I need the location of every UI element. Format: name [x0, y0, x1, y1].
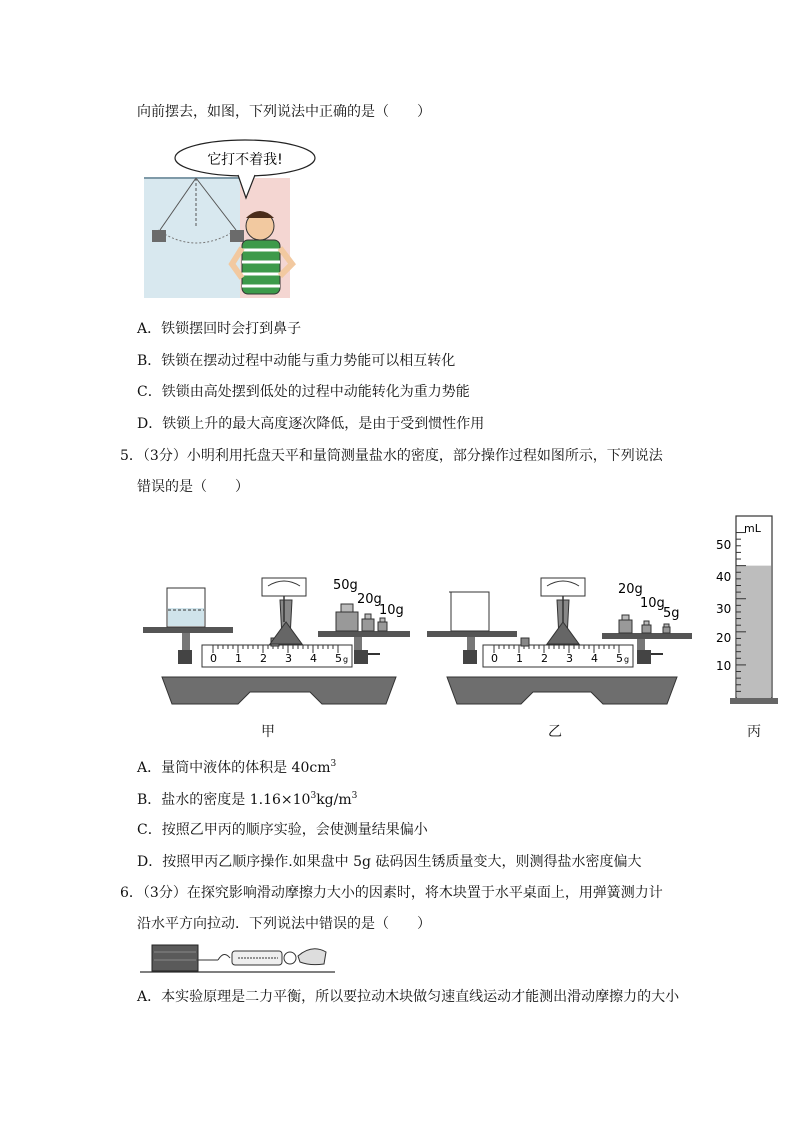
friction-figure	[140, 940, 340, 978]
q5-option-a-sup: 3	[330, 759, 337, 769]
jia-scale-4: 4	[310, 652, 317, 665]
q5-option-b-sup2: 3	[351, 791, 358, 801]
cylinder-unit: mL	[744, 522, 761, 535]
cylinder-tick-10: 10	[716, 659, 732, 673]
jia-weight-20g: 20g	[357, 592, 382, 607]
cylinder-bing-figure	[712, 512, 782, 708]
yi-weight-5g: 5g	[663, 606, 680, 621]
q5-option-d: D．按照甲丙乙顺序操作.如果盘中 5g 砝码因生锈质量变大，则测得盐水密度偏大	[137, 854, 642, 870]
q6-option-a: A．本实验原理是二力平衡，所以要拉动木块做匀速直线运动才能测出滑动摩擦力的大小	[137, 989, 680, 1005]
balance-jia-figure	[140, 572, 420, 707]
q4-option-d: D．铁锁上升的最大高度逐次降低，是由于受到惯性作用	[137, 416, 485, 432]
q5-option-a-text: A．量筒中液体的体积是 40cm	[137, 760, 331, 776]
balance-yi-figure	[425, 572, 700, 707]
yi-scale-4: 4	[591, 652, 598, 665]
cylinder-tick-30: 30	[716, 602, 732, 616]
jia-scale-1: 1	[235, 652, 242, 665]
q4-option-c: C．铁锁由高处摆到低处的过程中动能转化为重力势能	[137, 384, 470, 400]
yi-scale-unit: g	[624, 655, 630, 664]
q5-option-a	[137, 758, 336, 778]
q5-stem-line2: 错误的是（ ）	[137, 479, 249, 495]
yi-scale-5: 5	[616, 652, 623, 665]
cylinder-tick-20: 20	[716, 631, 732, 645]
yi-weight-10g: 10g	[640, 596, 665, 611]
q4-stem-tail: 向前摆去，如图，下列说法中正确的是（ ）	[137, 104, 431, 120]
jia-scale-3: 3	[285, 652, 292, 665]
yi-scale-1: 1	[516, 652, 523, 665]
caption-bing: 丙	[747, 724, 761, 740]
pendulum-figure	[140, 138, 325, 303]
jia-scale-0: 0	[210, 652, 217, 665]
yi-weight-20g: 20g	[618, 582, 643, 597]
jia-weight-50g: 50g	[333, 578, 358, 593]
jia-scale-5: 5	[335, 652, 342, 665]
jia-scale-2: 2	[260, 652, 267, 665]
bubble-text: 它打不着我!	[207, 152, 283, 168]
caption-yi: 乙	[548, 724, 562, 740]
yi-scale-0: 0	[491, 652, 498, 665]
cylinder-tick-40: 40	[716, 570, 732, 584]
q5-option-b-text: B．盐水的密度是 1.16×10	[137, 792, 311, 808]
yi-scale-2: 2	[541, 652, 548, 665]
q5-option-c: C．按照乙甲丙的顺序实验，会使测量结果偏小	[137, 822, 428, 838]
jia-scale-unit: g	[343, 655, 349, 664]
q5-option-b	[137, 790, 357, 810]
cylinder-tick-50: 50	[716, 538, 732, 552]
q5-stem-line1: 5．（3分）小明利用托盘天平和量筒测量盐水的密度，部分操作过程如图所示，下列说法	[120, 448, 663, 464]
q5-option-b-unit: kg/m	[316, 792, 352, 808]
q5-option-b-sup1: 3	[310, 791, 317, 801]
jia-weight-10g: 10g	[379, 603, 404, 618]
q6-stem-line1: 6．（3分）在探究影响滑动摩擦力大小的因素时，将木块置于水平桌面上，用弹簧测力计	[120, 885, 663, 901]
q4-option-b: B．铁锁在摆动过程中动能与重力势能可以相互转化	[137, 353, 456, 369]
q6-stem-line2: 沿水平方向拉动．下列说法中错误的是（ ）	[137, 916, 431, 932]
caption-jia: 甲	[261, 724, 275, 740]
yi-scale-3: 3	[566, 652, 573, 665]
q4-option-a: A．铁锁摆回时会打到鼻子	[137, 321, 302, 337]
